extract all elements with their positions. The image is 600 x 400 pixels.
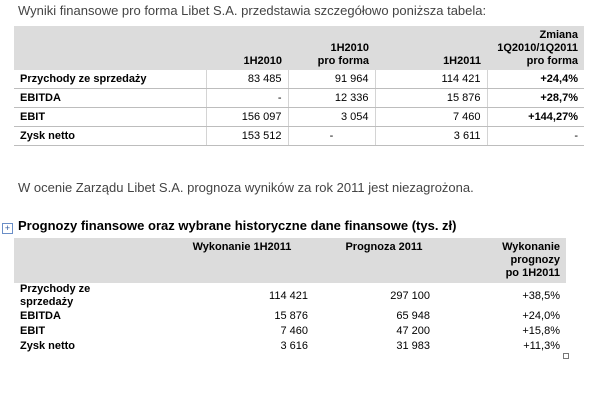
table-cell: 65 948	[396, 310, 430, 322]
table-cell: 91 964	[288, 70, 375, 89]
table-cell: -	[206, 89, 288, 108]
financial-results-table	[14, 26, 584, 146]
table-cell: +38,5%	[522, 289, 560, 302]
header-cell: Wykonanie 1H2011	[166, 238, 318, 283]
table-cell: 7 460	[375, 108, 487, 127]
table-cell: 114 421	[269, 289, 308, 302]
table-row	[14, 70, 584, 89]
table-cell: 31 983	[396, 340, 430, 352]
row-label: Zysk netto	[20, 340, 76, 352]
table-cell: 12 336	[288, 89, 375, 108]
header-cell: 1H2010	[206, 26, 288, 70]
table-cell: +15,8%	[522, 325, 560, 337]
table-cell: +24,4%	[487, 70, 584, 89]
table-cell: 3 616	[280, 340, 308, 352]
row-label: EBITDA	[20, 310, 61, 322]
intro-text: Wyniki finansowe pro forma Libet S.A. przedstawia szczegółowo poniższa tabela:	[18, 3, 487, 18]
header-cell: 1H2010 pro forma	[288, 26, 375, 70]
table-cell: 3 611	[375, 127, 487, 146]
table-cell: -	[487, 127, 584, 146]
row-label: EBITDA	[14, 89, 206, 108]
table-cell: 153 512	[206, 127, 288, 146]
row-label: EBIT	[20, 325, 46, 337]
header-cell: Prognoza 2011	[318, 238, 450, 283]
table-cell: +28,7%	[487, 89, 584, 108]
resize-handle-icon[interactable]	[563, 353, 569, 359]
table-cell: 3 054	[288, 108, 375, 127]
table-cell: 83 485	[206, 70, 288, 89]
header-cell: Zmiana 1Q2010/1Q2011 pro forma	[487, 26, 584, 70]
table-cell: +24,0%	[522, 310, 560, 322]
row-label: Zysk netto	[14, 127, 206, 146]
table-header-row	[14, 26, 584, 70]
table-header-row	[14, 238, 566, 283]
header-cell: 1H2011	[375, 26, 487, 70]
row-label: Przychody ze sprzedaży	[20, 283, 91, 308]
table2-title: Prognozy finansowe oraz wybrane historyczne dane finansowe (tys. zł)	[18, 218, 457, 233]
table-row	[14, 283, 566, 309]
table-row	[14, 127, 584, 146]
table-cell: 7 460	[280, 325, 308, 337]
table-row	[14, 339, 566, 354]
forecast-table	[14, 238, 566, 354]
row-label: Przychody ze sprzedaży	[14, 70, 206, 89]
table-row	[14, 89, 584, 108]
header-cell: Wykonanie prognozy po 1H2011	[450, 238, 566, 283]
forecast-note: W ocenie Zarządu Libet S.A. prognoza wyników za rok 2011 jest niezagrożona.	[18, 180, 474, 195]
table-cell: 47 200	[396, 325, 430, 337]
table-cell: -	[288, 127, 375, 146]
header-cell	[14, 238, 166, 283]
table-cell: 156 097	[206, 108, 288, 127]
table-cell: +144,27%	[487, 108, 584, 127]
table-row	[14, 324, 566, 339]
table-row	[14, 309, 566, 324]
plus-box-icon[interactable]: +	[2, 223, 13, 234]
header-cell	[14, 26, 206, 70]
table-cell: 114 421	[375, 70, 487, 89]
table-cell: 15 876	[375, 89, 487, 108]
table-cell: 297 100	[390, 289, 430, 302]
table-cell: 15 876	[274, 310, 308, 322]
table-cell: +11,3%	[523, 340, 560, 352]
table-row	[14, 108, 584, 127]
row-label: EBIT	[14, 108, 206, 127]
